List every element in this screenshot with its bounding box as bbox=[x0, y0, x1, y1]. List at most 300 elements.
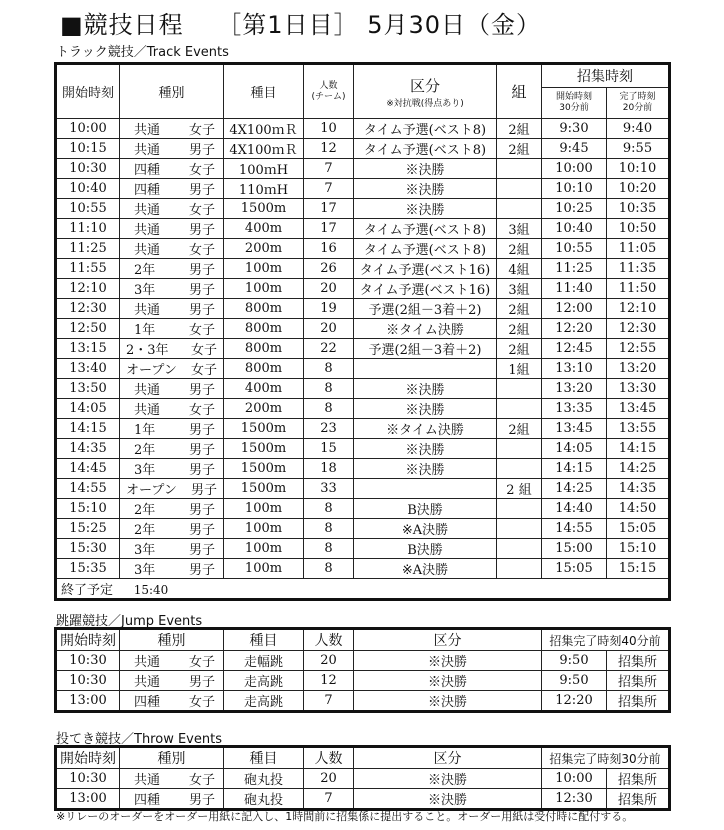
division: ※A決勝 bbox=[354, 559, 497, 579]
division: 予選(2組－3着＋2) bbox=[354, 299, 497, 319]
category bbox=[120, 419, 223, 438]
heats bbox=[497, 379, 542, 399]
heats bbox=[497, 559, 542, 579]
category bbox=[120, 671, 223, 690]
division: ※決勝 bbox=[354, 399, 497, 419]
sex: 男子 bbox=[188, 183, 215, 198]
table-row bbox=[56, 319, 670, 339]
sex: 女子 bbox=[188, 323, 215, 338]
call-end: 14:50 bbox=[607, 499, 670, 519]
category bbox=[120, 439, 223, 458]
call-start: 12:45 bbox=[542, 339, 607, 359]
header-start-time: 開始時刻 bbox=[56, 629, 120, 651]
grade: 1年 bbox=[134, 423, 156, 438]
category bbox=[120, 259, 223, 278]
sex: 男子 bbox=[188, 543, 215, 558]
header-start-time: 開始時刻 bbox=[56, 64, 120, 119]
count: 19 bbox=[304, 299, 354, 319]
call-start: 12:20 bbox=[542, 319, 607, 339]
grade: 共通 bbox=[134, 123, 161, 138]
division: タイム予選(ベスト8) bbox=[354, 239, 497, 259]
call-end: 14:15 bbox=[607, 439, 670, 459]
sex: 男子 bbox=[188, 283, 215, 298]
call-start: 14:05 bbox=[542, 439, 607, 459]
count: 8 bbox=[304, 539, 354, 559]
end-time: 15:40 bbox=[133, 583, 169, 597]
call-end: 13:45 bbox=[607, 399, 670, 419]
category-cell bbox=[120, 539, 224, 559]
category bbox=[120, 239, 223, 258]
call-time: 10:00 bbox=[542, 769, 607, 789]
category bbox=[120, 519, 223, 538]
sex: 女子 bbox=[188, 773, 215, 788]
division: ※決勝 bbox=[354, 199, 497, 219]
sex: 女子 bbox=[190, 343, 217, 358]
table-row bbox=[56, 769, 670, 789]
count: 23 bbox=[304, 419, 354, 439]
heats bbox=[497, 499, 542, 519]
header-call-start bbox=[542, 88, 607, 119]
header-count: 人数 bbox=[304, 747, 354, 769]
count: 26 bbox=[304, 259, 354, 279]
call-end: 9:55 bbox=[607, 139, 670, 159]
table-row bbox=[56, 691, 670, 712]
count: 8 bbox=[304, 379, 354, 399]
call-end: 12:30 bbox=[607, 319, 670, 339]
call-place: 招集所 bbox=[607, 769, 670, 789]
sex: 男子 bbox=[188, 503, 215, 518]
category-cell bbox=[120, 239, 224, 259]
sex: 男子 bbox=[188, 423, 215, 438]
start-time: 10:00 bbox=[56, 119, 120, 139]
table-row bbox=[56, 159, 670, 179]
header-call-time: 招集時刻 bbox=[542, 64, 670, 88]
category bbox=[120, 789, 223, 808]
division: ※決勝 bbox=[354, 179, 497, 199]
event: 800m bbox=[224, 299, 304, 319]
start-time: 13:50 bbox=[56, 379, 120, 399]
category-cell bbox=[120, 769, 224, 789]
heats bbox=[497, 399, 542, 419]
count: 12 bbox=[304, 671, 354, 691]
call-start: 13:10 bbox=[542, 359, 607, 379]
sex: 女子 bbox=[188, 123, 215, 138]
heats: 2組 bbox=[497, 299, 542, 319]
sex: 女子 bbox=[188, 695, 215, 710]
division: ※決勝 bbox=[354, 159, 497, 179]
event: 200m bbox=[224, 399, 304, 419]
category-cell bbox=[120, 259, 224, 279]
count: 8 bbox=[304, 499, 354, 519]
category-cell bbox=[120, 359, 224, 379]
sex: 男子 bbox=[188, 383, 215, 398]
header-start-time: 開始時刻 bbox=[56, 747, 120, 769]
grade: 共通 bbox=[134, 303, 161, 318]
sex: 女子 bbox=[188, 403, 215, 418]
category bbox=[120, 219, 223, 238]
heats bbox=[497, 179, 542, 199]
grade: 3年 bbox=[134, 543, 156, 558]
header-event: 種目 bbox=[224, 747, 304, 769]
sex: 女子 bbox=[188, 203, 215, 218]
grade: 2・3年 bbox=[126, 343, 169, 358]
category-cell bbox=[120, 559, 224, 579]
grade: 3年 bbox=[134, 283, 156, 298]
start-time: 13:40 bbox=[56, 359, 120, 379]
table-row bbox=[56, 479, 670, 499]
table-row bbox=[56, 499, 670, 519]
event: 800m bbox=[224, 319, 304, 339]
count: 7 bbox=[304, 159, 354, 179]
call-end: 10:10 bbox=[607, 159, 670, 179]
event: 100m bbox=[224, 519, 304, 539]
category bbox=[120, 139, 223, 158]
category-cell bbox=[120, 459, 224, 479]
category bbox=[120, 559, 223, 578]
start-time: 14:35 bbox=[56, 439, 120, 459]
start-time: 15:25 bbox=[56, 519, 120, 539]
header-count-line1: 人数 bbox=[319, 80, 338, 91]
table-row bbox=[56, 651, 670, 671]
call-end: 13:30 bbox=[607, 379, 670, 399]
heats: 2 組 bbox=[497, 479, 542, 499]
sex: 男子 bbox=[188, 523, 215, 538]
table-row bbox=[56, 119, 670, 139]
start-time: 12:30 bbox=[56, 299, 120, 319]
header-count-line2: (チーム) bbox=[311, 91, 346, 102]
header-count bbox=[304, 64, 354, 119]
division: ※決勝 bbox=[354, 769, 542, 789]
heats: 1組 bbox=[497, 359, 542, 379]
count: 18 bbox=[304, 459, 354, 479]
category bbox=[120, 459, 223, 478]
division: タイム予選(ベスト8) bbox=[354, 139, 497, 159]
count: 8 bbox=[304, 559, 354, 579]
division: ※決勝 bbox=[354, 671, 542, 691]
category-cell bbox=[120, 279, 224, 299]
start-time: 10:30 bbox=[56, 671, 120, 691]
category bbox=[120, 539, 223, 558]
division: ※決勝 bbox=[354, 459, 497, 479]
count: 33 bbox=[304, 479, 354, 499]
sex: 女子 bbox=[188, 655, 215, 670]
throw-section-label: 投てき競技／Throw Events bbox=[56, 732, 222, 747]
grade: オープン bbox=[126, 363, 177, 378]
sex: 男子 bbox=[188, 263, 215, 278]
category-cell bbox=[120, 299, 224, 319]
division: タイム予選(ベスト8) bbox=[354, 119, 497, 139]
division: ※決勝 bbox=[354, 789, 542, 810]
category bbox=[120, 479, 223, 498]
sex: 女子 bbox=[188, 243, 215, 258]
table-row bbox=[56, 459, 670, 479]
category bbox=[120, 399, 223, 418]
sex: 男子 bbox=[188, 223, 215, 238]
header-call-end-line2: 20分前 bbox=[622, 103, 653, 113]
start-time: 12:50 bbox=[56, 319, 120, 339]
count: 20 bbox=[304, 651, 354, 671]
start-time: 10:55 bbox=[56, 199, 120, 219]
category-cell bbox=[120, 671, 224, 691]
call-start: 15:00 bbox=[542, 539, 607, 559]
start-time: 10:40 bbox=[56, 179, 120, 199]
heats: 3組 bbox=[497, 219, 542, 239]
division: ※決勝 bbox=[354, 651, 542, 671]
call-start: 14:25 bbox=[542, 479, 607, 499]
header-call-end-line1: 完了時刻 bbox=[619, 92, 656, 102]
category-cell bbox=[120, 379, 224, 399]
category-cell bbox=[120, 419, 224, 439]
heats: 2組 bbox=[497, 239, 542, 259]
event: 100m bbox=[224, 539, 304, 559]
event: 1500m bbox=[224, 199, 304, 219]
category bbox=[120, 199, 223, 218]
category-cell bbox=[120, 339, 224, 359]
header-division: 区分 bbox=[354, 747, 542, 769]
sex: 男子 bbox=[188, 143, 215, 158]
call-end: 14:35 bbox=[607, 479, 670, 499]
grade: オープン bbox=[126, 483, 177, 498]
count: 22 bbox=[304, 339, 354, 359]
table-row bbox=[56, 789, 670, 810]
category-cell bbox=[120, 179, 224, 199]
call-start: 11:40 bbox=[542, 279, 607, 299]
call-end: 12:10 bbox=[607, 299, 670, 319]
count: 8 bbox=[304, 359, 354, 379]
grade: 共通 bbox=[134, 675, 161, 690]
start-time: 13:15 bbox=[56, 339, 120, 359]
grade: 共通 bbox=[134, 203, 161, 218]
table-row bbox=[56, 539, 670, 559]
division: タイム予選(ベスト16) bbox=[354, 259, 497, 279]
event: 1500m bbox=[224, 459, 304, 479]
start-time: 10:15 bbox=[56, 139, 120, 159]
category bbox=[120, 319, 223, 338]
call-time: 12:30 bbox=[542, 789, 607, 810]
event: 800m bbox=[224, 359, 304, 379]
table-row bbox=[56, 259, 670, 279]
start-time: 12:10 bbox=[56, 279, 120, 299]
event: 200m bbox=[224, 239, 304, 259]
category bbox=[120, 499, 223, 518]
event: 1500m bbox=[224, 479, 304, 499]
header-division bbox=[354, 64, 497, 119]
start-time: 10:30 bbox=[56, 159, 120, 179]
division: ※A決勝 bbox=[354, 519, 497, 539]
division: B決勝 bbox=[354, 539, 497, 559]
call-start: 9:30 bbox=[542, 119, 607, 139]
table-row bbox=[56, 279, 670, 299]
call-start: 14:55 bbox=[542, 519, 607, 539]
sex: 男子 bbox=[188, 793, 215, 808]
category-cell bbox=[120, 399, 224, 419]
count: 20 bbox=[304, 319, 354, 339]
call-start: 9:45 bbox=[542, 139, 607, 159]
call-time: 9:50 bbox=[542, 651, 607, 671]
header-count: 人数 bbox=[304, 629, 354, 651]
sex: 女子 bbox=[188, 163, 215, 178]
track-section-label: トラック競技／Track Events bbox=[56, 45, 229, 60]
start-time: 15:35 bbox=[56, 559, 120, 579]
sex: 男子 bbox=[188, 563, 215, 578]
table-row bbox=[56, 299, 670, 319]
call-end: 13:20 bbox=[607, 359, 670, 379]
category-cell bbox=[120, 519, 224, 539]
table-row bbox=[56, 179, 670, 199]
call-end: 15:10 bbox=[607, 539, 670, 559]
category-cell bbox=[120, 159, 224, 179]
start-time: 15:30 bbox=[56, 539, 120, 559]
table-row bbox=[56, 359, 670, 379]
call-end: 10:35 bbox=[607, 199, 670, 219]
count: 7 bbox=[304, 691, 354, 712]
start-time: 10:30 bbox=[56, 651, 120, 671]
call-place: 招集所 bbox=[607, 671, 670, 691]
count: 16 bbox=[304, 239, 354, 259]
track-events-table bbox=[54, 62, 671, 601]
sex: 女子 bbox=[190, 363, 217, 378]
table-row bbox=[56, 671, 670, 691]
category-cell bbox=[120, 479, 224, 499]
category bbox=[120, 359, 223, 378]
grade: 共通 bbox=[134, 403, 161, 418]
event: 100m bbox=[224, 279, 304, 299]
header-call-time: 招集完了時刻30分前 bbox=[542, 747, 670, 769]
call-end: 10:50 bbox=[607, 219, 670, 239]
heats: 2組 bbox=[497, 419, 542, 439]
start-time: 11:25 bbox=[56, 239, 120, 259]
category bbox=[120, 299, 223, 318]
division: B決勝 bbox=[354, 499, 497, 519]
call-end: 11:50 bbox=[607, 279, 670, 299]
count: 10 bbox=[304, 119, 354, 139]
category bbox=[120, 119, 223, 138]
call-start: 13:35 bbox=[542, 399, 607, 419]
count: 8 bbox=[304, 399, 354, 419]
jump-events-table bbox=[54, 627, 671, 713]
event: 砲丸投 bbox=[224, 769, 304, 789]
start-time: 13:00 bbox=[56, 789, 120, 810]
grade: 共通 bbox=[134, 773, 161, 788]
header-division-line1: 区分 bbox=[409, 76, 440, 95]
table-row bbox=[56, 239, 670, 259]
sex: 男子 bbox=[188, 443, 215, 458]
category bbox=[120, 159, 223, 178]
call-end: 10:20 bbox=[607, 179, 670, 199]
start-time: 15:10 bbox=[56, 499, 120, 519]
count: 17 bbox=[304, 199, 354, 219]
start-time: 14:45 bbox=[56, 459, 120, 479]
division: ※決勝 bbox=[354, 379, 497, 399]
call-start: 13:20 bbox=[542, 379, 607, 399]
event: 400m bbox=[224, 379, 304, 399]
heats bbox=[497, 459, 542, 479]
grade: 共通 bbox=[134, 243, 161, 258]
header-call-start-line2: 30分前 bbox=[559, 103, 589, 113]
grade: 四種 bbox=[134, 163, 161, 178]
division: ※タイム決勝 bbox=[354, 319, 497, 339]
grade: 共通 bbox=[134, 655, 161, 670]
heats: 2組 bbox=[497, 119, 542, 139]
category-cell bbox=[120, 439, 224, 459]
heats bbox=[497, 439, 542, 459]
event: 100m bbox=[224, 559, 304, 579]
start-time: 14:15 bbox=[56, 419, 120, 439]
call-time: 9:50 bbox=[542, 671, 607, 691]
header-division-line2: ※対抗戦(得点あり) bbox=[386, 98, 464, 109]
grade: 2年 bbox=[134, 523, 156, 538]
heats: 4組 bbox=[497, 259, 542, 279]
grade: 2年 bbox=[134, 503, 156, 518]
call-start: 14:15 bbox=[542, 459, 607, 479]
call-end: 15:05 bbox=[607, 519, 670, 539]
table-row bbox=[56, 219, 670, 239]
throw-events-table bbox=[54, 745, 671, 811]
division: ※タイム決勝 bbox=[354, 419, 497, 439]
start-time: 14:55 bbox=[56, 479, 120, 499]
call-start: 14:40 bbox=[542, 499, 607, 519]
category-cell bbox=[120, 499, 224, 519]
category-cell bbox=[120, 789, 224, 810]
event: 1500m bbox=[224, 439, 304, 459]
call-end: 11:05 bbox=[607, 239, 670, 259]
call-place: 招集所 bbox=[607, 789, 670, 810]
division: 予選(2組－3着＋2) bbox=[354, 339, 497, 359]
event: 1500m bbox=[224, 419, 304, 439]
grade: 四種 bbox=[134, 183, 161, 198]
event: 4X100ｍＲ bbox=[224, 119, 304, 139]
call-start: 12:00 bbox=[542, 299, 607, 319]
grade: 四種 bbox=[134, 695, 161, 710]
division bbox=[354, 479, 497, 499]
call-place: 招集所 bbox=[607, 651, 670, 671]
event: 走高跳 bbox=[224, 691, 304, 712]
table-row bbox=[56, 419, 670, 439]
event: 400m bbox=[224, 219, 304, 239]
grade: 共通 bbox=[134, 223, 161, 238]
sex: 男子 bbox=[188, 303, 215, 318]
header-event: 種目 bbox=[224, 629, 304, 651]
category-cell bbox=[120, 219, 224, 239]
header-category: 種別 bbox=[120, 629, 224, 651]
division bbox=[354, 359, 497, 379]
end-label: 終了予定 bbox=[61, 583, 114, 598]
call-end: 13:55 bbox=[607, 419, 670, 439]
heats: 2組 bbox=[497, 339, 542, 359]
grade: 共通 bbox=[134, 143, 161, 158]
category bbox=[120, 651, 223, 670]
sex: 男子 bbox=[188, 463, 215, 478]
event: 800m bbox=[224, 339, 304, 359]
count: 8 bbox=[304, 519, 354, 539]
event: 走幅跳 bbox=[224, 651, 304, 671]
call-start: 10:55 bbox=[542, 239, 607, 259]
heats: 2組 bbox=[497, 139, 542, 159]
category bbox=[120, 179, 223, 198]
call-end: 9:40 bbox=[607, 119, 670, 139]
table-row bbox=[56, 379, 670, 399]
category-cell bbox=[120, 651, 224, 671]
event: 走高跳 bbox=[224, 671, 304, 691]
category bbox=[120, 279, 223, 298]
table-row bbox=[56, 339, 670, 359]
count: 15 bbox=[304, 439, 354, 459]
heats bbox=[497, 539, 542, 559]
event: 100m bbox=[224, 499, 304, 519]
count: 17 bbox=[304, 219, 354, 239]
category bbox=[120, 379, 223, 398]
table-row bbox=[56, 519, 670, 539]
